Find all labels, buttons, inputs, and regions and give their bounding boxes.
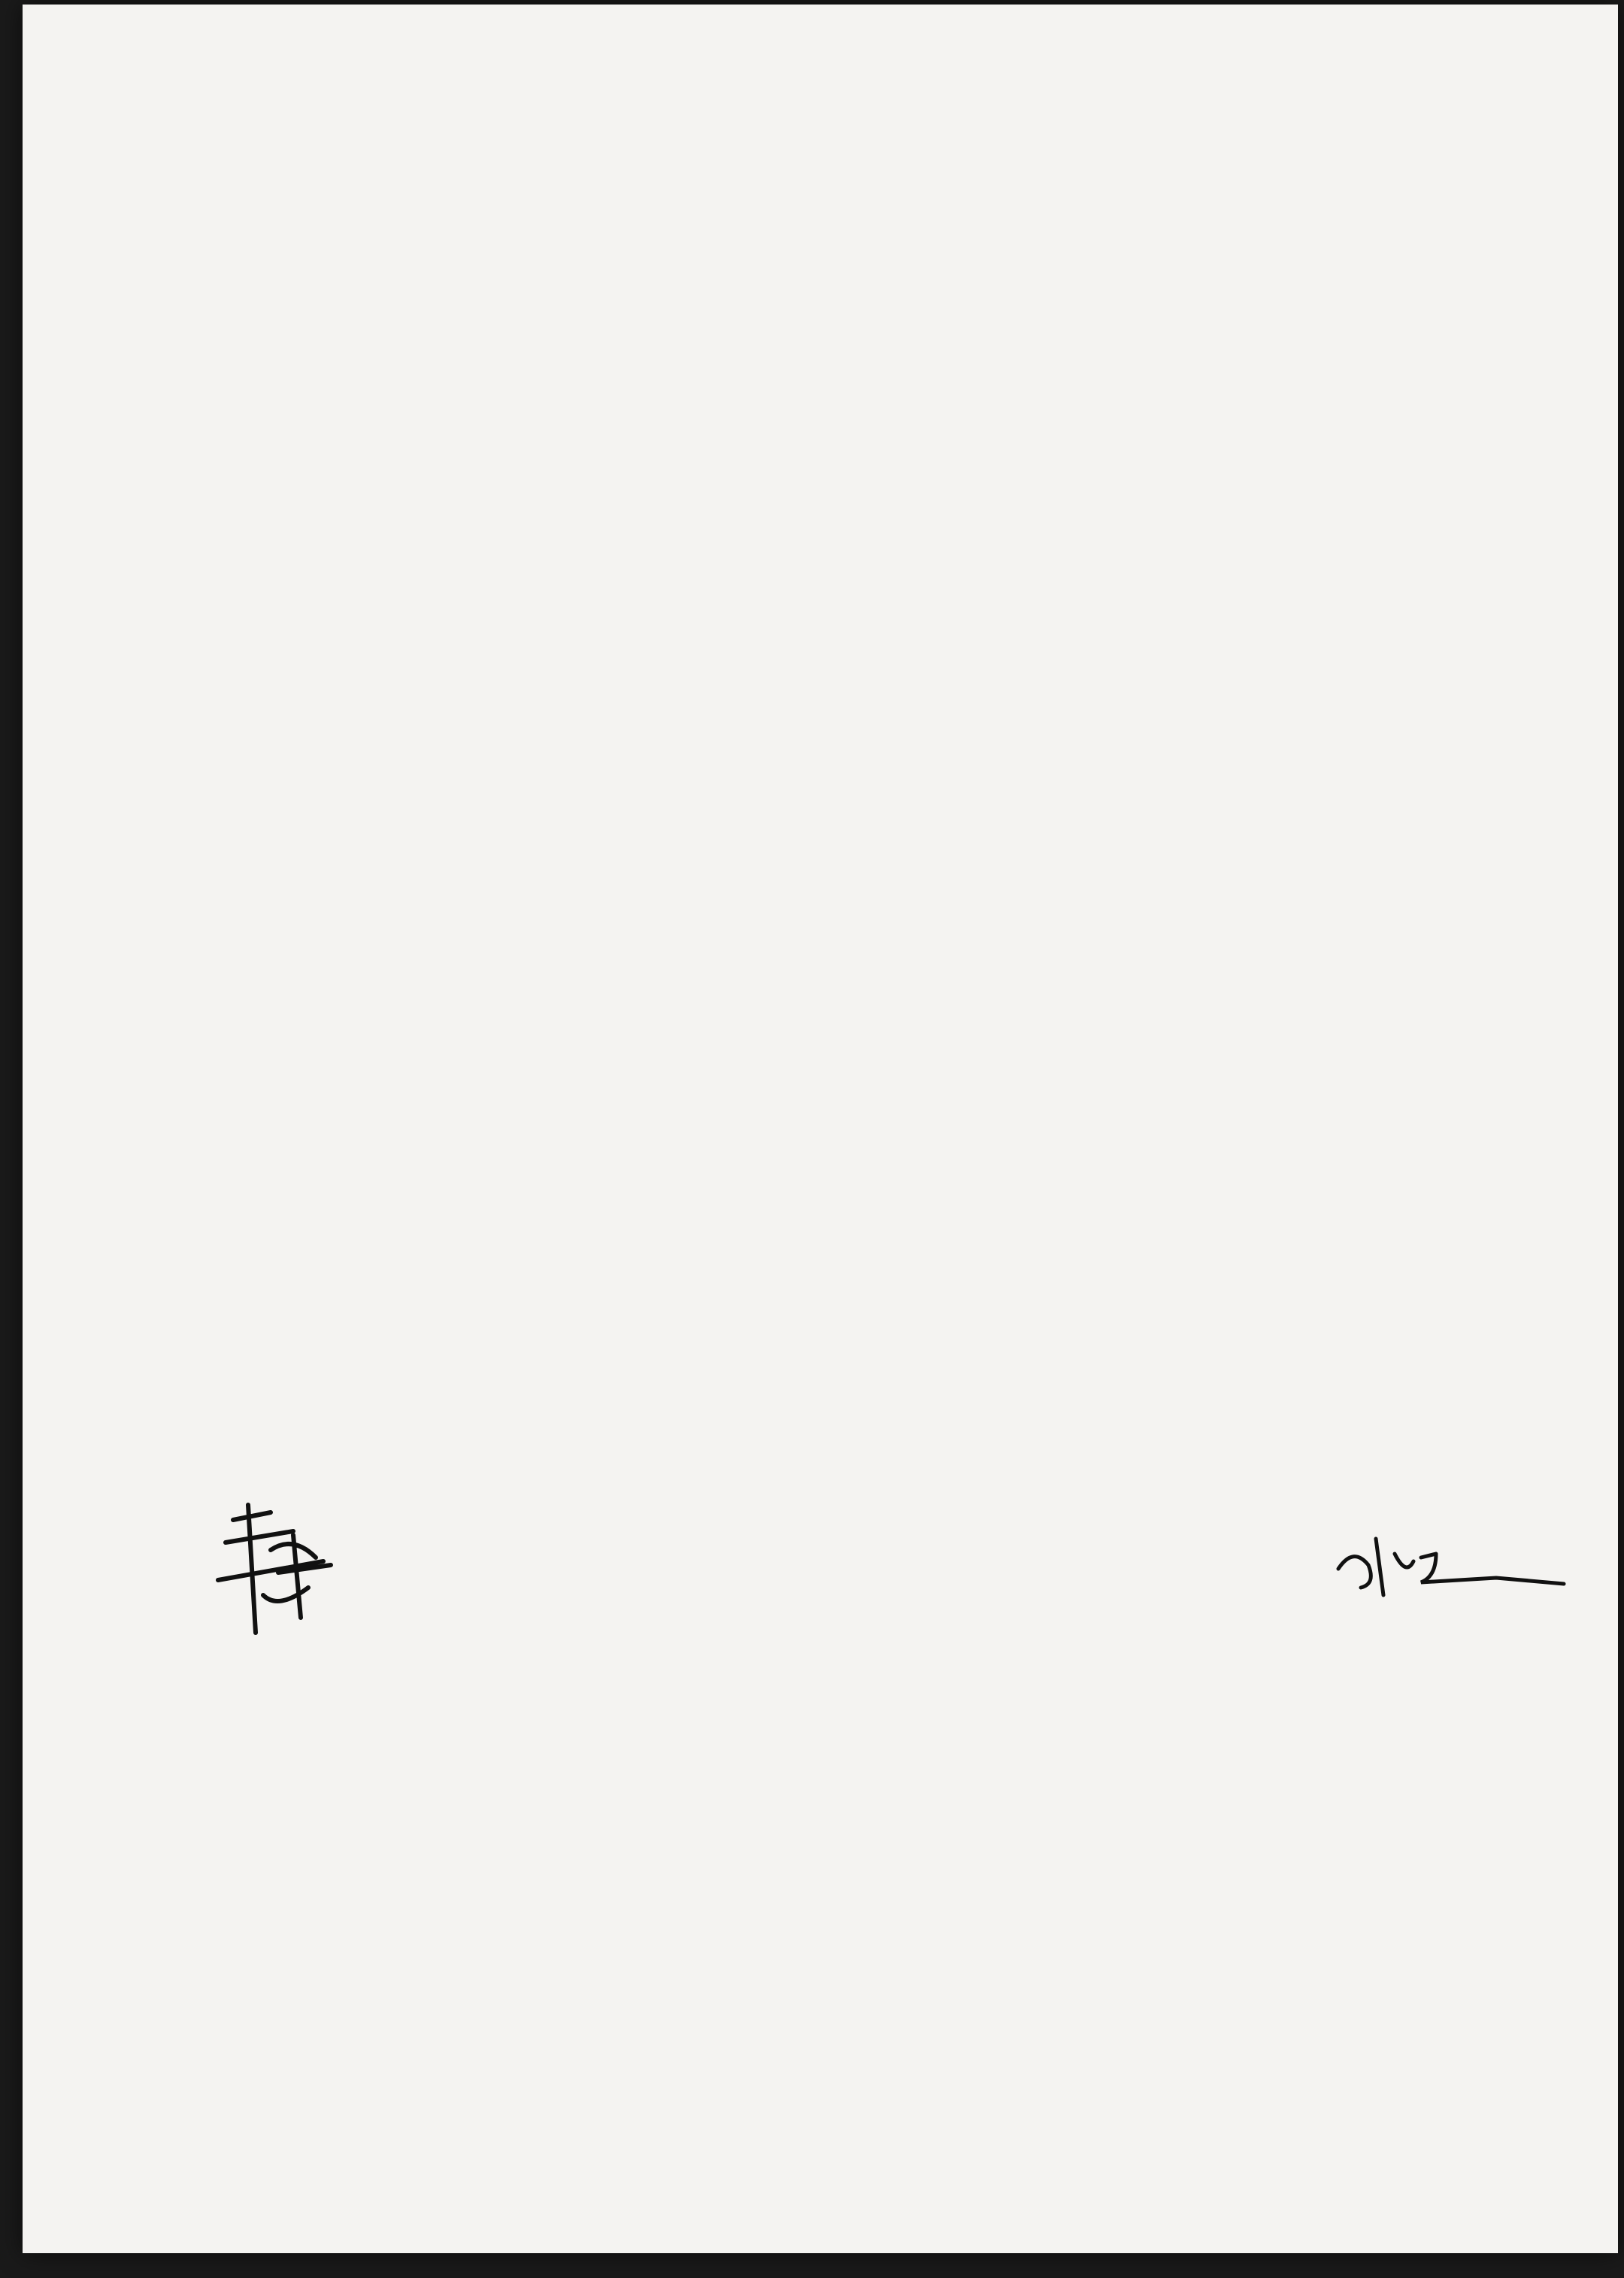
signature-filler: [1323, 1524, 1571, 1606]
signature-responsible: [203, 1490, 353, 1640]
document-page: [23, 5, 1618, 2253]
asset-table: [23, 5, 1618, 2253]
